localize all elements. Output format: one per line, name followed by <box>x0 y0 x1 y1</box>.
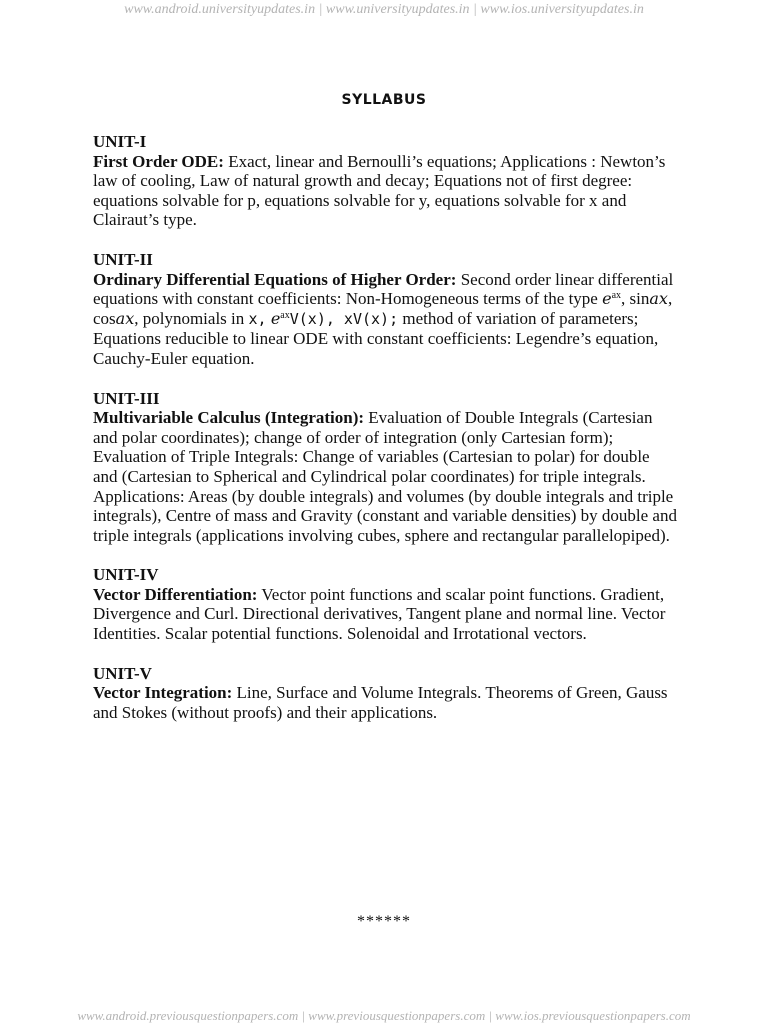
unit-topic: Multivariable Calculus (Integration): <box>93 408 365 428</box>
math-e: e <box>602 289 612 309</box>
math-text: , polynomials in <box>134 308 249 328</box>
unit-heading: UNIT-III <box>93 388 160 408</box>
unit-body: Exact, linear and Bernoulli’s equations; Applications : Newton’s law of cooling, Law of natural growth and decay; Equations not of first degree: equations solvable for p, equations solvable for y, equations solvable for x and Clairaut’s type. <box>93 151 666 230</box>
unit-heading: UNIT-II <box>93 249 153 269</box>
math-text: , cos <box>93 289 673 328</box>
page-title: SYLLABUS <box>341 92 427 108</box>
math-e: e <box>270 308 281 328</box>
syllabus-content <box>93 132 678 742</box>
unit-body: Evaluation of Double Integrals (Cartesian and polar coordinates); change of order of integration (only Cartesian form); Evaluation of Triple Integrals: Change of variables (Cartesian to polar) for double and (Cartesian to Spherical and Cylindrical polar coordinates) for triple integrals. Applications: Areas (by double integrals) and volumes (by double integrals and triple integrals), Centre of mass and Gravity (constant and variable densities) by double and triple integrals (applications involving cubes, sphere and rectangular parallelopiped). <box>93 408 677 545</box>
math-exponent: ax <box>280 309 290 321</box>
unit-body: Line, Surface and Volume Integrals. Theorems of Green, Gauss and Stokes (without proofs) and their applications. <box>93 683 668 722</box>
unit-topic: Vector Integration: <box>93 683 233 703</box>
math-exponent: ax <box>611 290 622 302</box>
unit-3 <box>93 389 678 546</box>
unit-body: Vector point functions and scalar point functions. Gradient, Divergence and Curl. Directional derivatives, Tangent plane and normal line. Vector Identities. Scalar potential functions. Solenoidal and Irrotational vectors. <box>93 584 666 644</box>
unit-body: method of variation of parameters; Equations reducible to linear ODE with constant coefficients: Legendre’s equation, Cauchy-Euler equation. <box>93 308 659 368</box>
unit-5 <box>93 664 678 723</box>
unit-heading: UNIT-V <box>93 663 152 683</box>
unit-topic: Vector Differentiation: <box>93 584 258 604</box>
end-mark: ****** <box>357 913 411 930</box>
math-var: x, <box>248 309 267 328</box>
header-watermark: www.android.universityupdates.in | www.universityupdates.in | www.ios.universityupdates.in <box>124 2 644 17</box>
unit-1 <box>93 132 678 230</box>
unit-4 <box>93 565 678 643</box>
unit-body: Second order linear differential equations with constant coefficients: Non-Homogeneous terms of the type <box>93 269 674 309</box>
math-text: , sin <box>621 289 650 309</box>
footer-watermark: www.android.previousquestionpapers.com | www.previousquestionpapers.com | www.ios.previousquestionpapers.com <box>77 1008 691 1023</box>
math-var: ax <box>115 308 135 328</box>
math-var: ax <box>649 289 668 309</box>
unit-2 <box>93 250 678 369</box>
unit-heading: UNIT-IV <box>93 565 159 585</box>
unit-topic: Ordinary Differential Equations of Higher Order: <box>93 269 457 289</box>
unit-topic: First Order ODE: <box>93 151 224 171</box>
unit-heading: UNIT-I <box>93 132 147 151</box>
math-function: V(x), xV(x); <box>289 309 399 328</box>
